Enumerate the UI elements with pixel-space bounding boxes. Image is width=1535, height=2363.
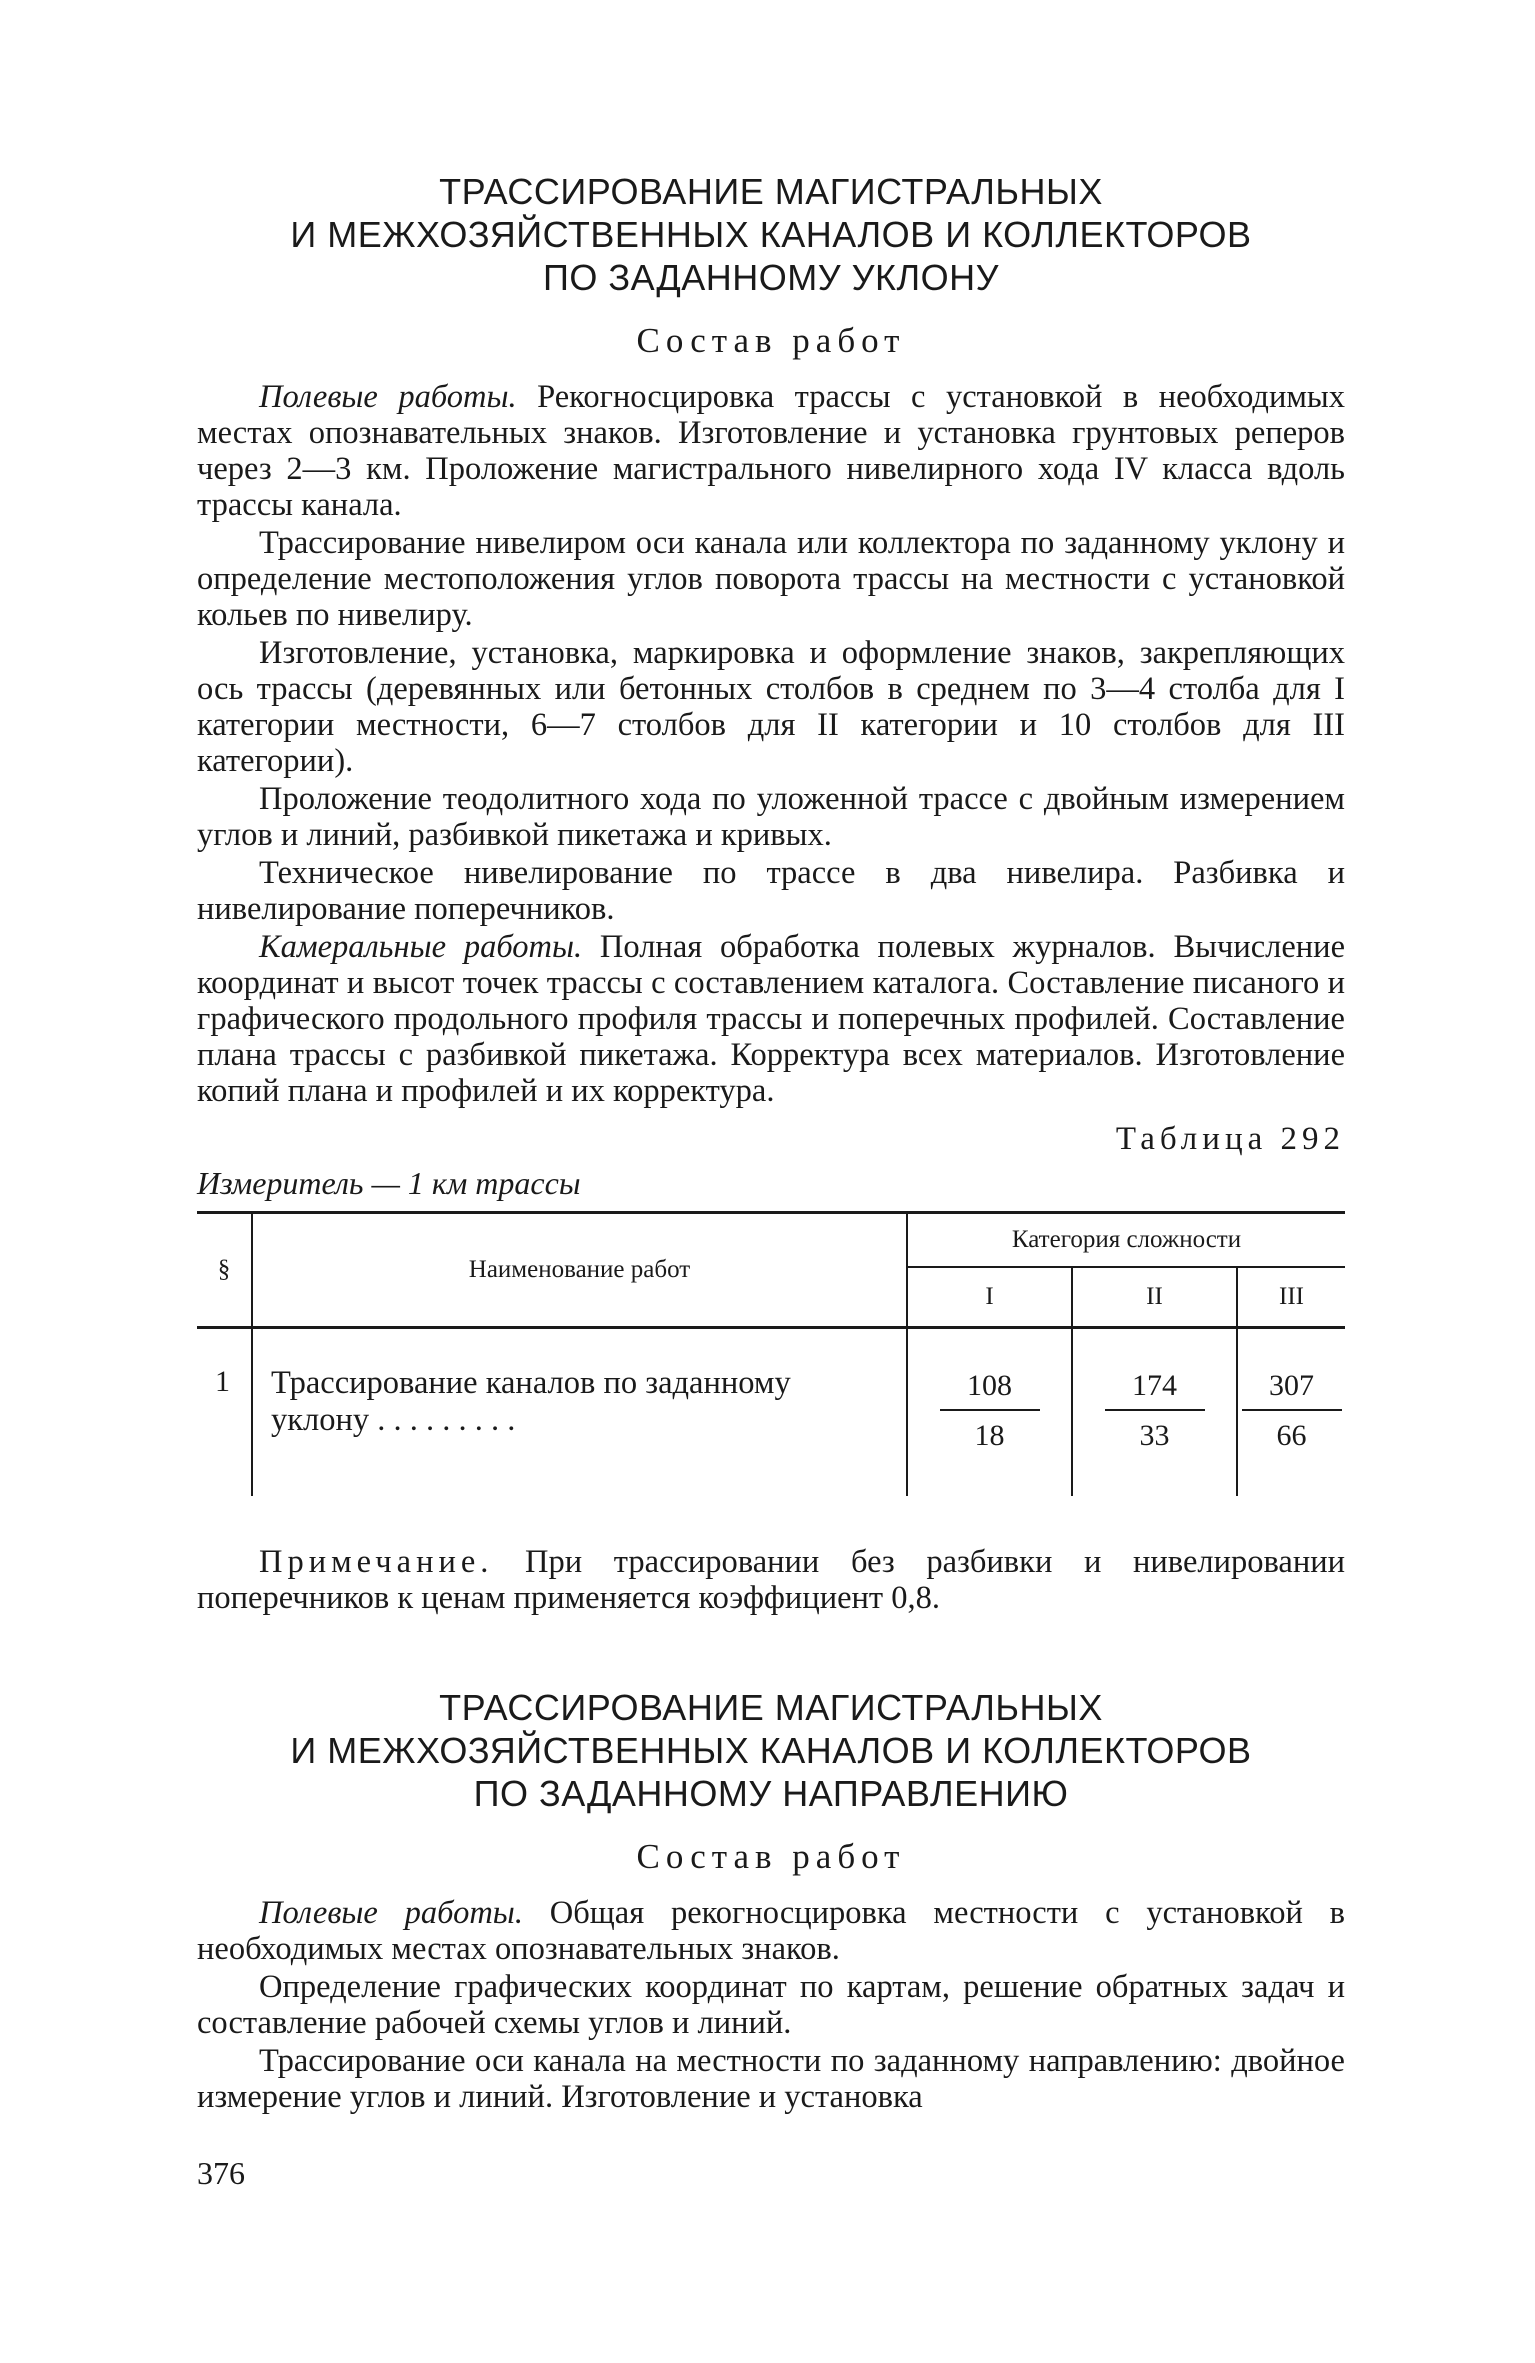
category-2-numerator: 174: [1105, 1369, 1205, 1411]
section-2-title-line-3: ПО ЗАДАННОМУ НАПРАВЛЕНИЮ: [473, 1772, 1069, 1814]
row-number: 1: [215, 1365, 230, 1398]
table-note: [197, 1544, 1345, 1616]
row-category-3-value: [1237, 1328, 1345, 1496]
note-label: Примечание.: [259, 1543, 494, 1580]
section-2-paragraph: [197, 1895, 1345, 1967]
category-1-denominator: 18: [974, 1419, 1005, 1452]
table-label: Таблица 292: [1115, 1121, 1345, 1157]
section-1-subtitle: Состав работ: [636, 321, 906, 360]
section-2-subtitle: Состав работ: [636, 1836, 906, 1876]
category-3-denominator: 66: [1276, 1419, 1307, 1452]
row-work-name: Трассирование каналов по заданному уклону . . . . . . . . .: [252, 1328, 907, 1496]
header-category-1: I: [907, 1267, 1072, 1328]
section-1-title-line-2: И МЕЖХОЗЯЙСТВЕННЫХ КАНАЛОВ И КОЛЛЕКТОРОВ: [290, 214, 1252, 255]
section-gap: [197, 1616, 1345, 1686]
section-2-paragraph: [197, 2043, 1345, 2115]
section-1-paragraph: [197, 781, 1345, 853]
row-category-2-value: [1072, 1328, 1237, 1496]
paragraph-text: Рекогносцировка трассы с установкой в необходимых местах опознавательных знаков. Изготовление и установка грунтовых реперов через 2—3 км. Проложение магистрального нивелирного хода IV класса вдоль трассы канала.: [197, 379, 1345, 523]
header-work-name: Наименование работ: [252, 1213, 907, 1328]
section-1-paragraph: [197, 929, 1345, 1109]
paragraph-text: Трассирование нивелиром оси канала или коллектора по заданному уклону и определение местоположения углов поворота трассы на местности с установкой кольев по нивелиру.: [197, 525, 1345, 633]
section-1-paragraph: [197, 525, 1345, 633]
paragraph-lead: Камеральные работы.: [259, 929, 583, 965]
section-2-title-line-2: И МЕЖХОЗЯЙСТВЕННЫХ КАНАЛОВ И КОЛЛЕКТОРОВ: [290, 1729, 1252, 1771]
section-1: [197, 170, 1345, 1109]
header-paragraph-sign: §: [197, 1213, 252, 1328]
section-1-paragraph: [197, 379, 1345, 523]
category-2-denominator: 33: [1139, 1419, 1170, 1452]
paragraph-text: Проложение теодолитного хода по уложенной трассе с двойным измерением углов и линий, разбивкой пикетажа и кривых.: [197, 781, 1345, 853]
work-table: [197, 1211, 1345, 1496]
paragraph-text: Изготовление, установка, маркировка и оформление знаков, закрепляющих ось трассы (деревянных или бетонных столбов в среднем по 3—4 столба для I категории местности, 6—7 столбов для II категории и 10 столбов для III категории).: [197, 635, 1345, 779]
section-2: [197, 1686, 1345, 2115]
page-content: [197, 170, 1345, 2117]
table-meta: [197, 1117, 1345, 1205]
section-1-paragraph: [197, 855, 1345, 927]
paragraph-text: Трассирование оси канала на местности по заданному направлению: двойное измерение углов и линий. Изготовление и установка: [197, 2042, 1345, 2115]
paragraph-lead: Полевые работы.: [259, 379, 517, 415]
note-text: При трассировании без разбивки и нивелировании поперечников к ценам применяется коэффициент 0,8.: [197, 1543, 1345, 1616]
header-category-3: III: [1237, 1267, 1345, 1328]
category-1-numerator: 108: [940, 1369, 1040, 1411]
header-category-2: II: [1072, 1267, 1237, 1328]
section-2-title-line-1: ТРАССИРОВАНИЕ МАГИСТРАЛЬНЫХ: [439, 1686, 1103, 1728]
section-1-title-line-1: ТРАССИРОВАНИЕ МАГИСТРАЛЬНЫХ: [439, 171, 1103, 212]
paragraph-text: Полная обработка полевых журналов. Вычисление координат и высот точек трассы с составлением каталога. Составление писаного и графического продольного профиля трассы и поперечных профилей. Составление плана трассы с разбивкой пикетажа. Корректура всех материалов. Изготовление копий плана и профилей и их корректура.: [197, 929, 1345, 1109]
section-1-paragraph: [197, 635, 1345, 779]
paragraph-text: Общая рекогносцировка местности с установкой в необходимых местах опознавательных знаков.: [197, 1894, 1345, 1967]
row-category-1-value: [907, 1328, 1072, 1496]
header-complexity-category: Категория сложности: [907, 1213, 1345, 1268]
paragraph-text: Техническое нивелирование по трассе в два нивелира. Разбивка и нивелирование поперечников.: [197, 855, 1345, 927]
section-1-title-line-3: ПО ЗАДАННОМУ УКЛОНУ: [543, 257, 999, 298]
category-3-numerator: 307: [1242, 1369, 1342, 1411]
paragraph-lead: Полевые работы.: [259, 1894, 523, 1931]
paragraph-text: Определение графических координат по картам, решение обратных задач и составление рабочей схемы углов и линий.: [197, 1968, 1345, 2041]
table-row: [197, 1328, 1345, 1496]
page-number: 376: [197, 2155, 245, 2191]
table-measure-unit: Измеритель — 1 км трассы: [197, 1165, 581, 1201]
section-2-paragraph: [197, 1969, 1345, 2041]
